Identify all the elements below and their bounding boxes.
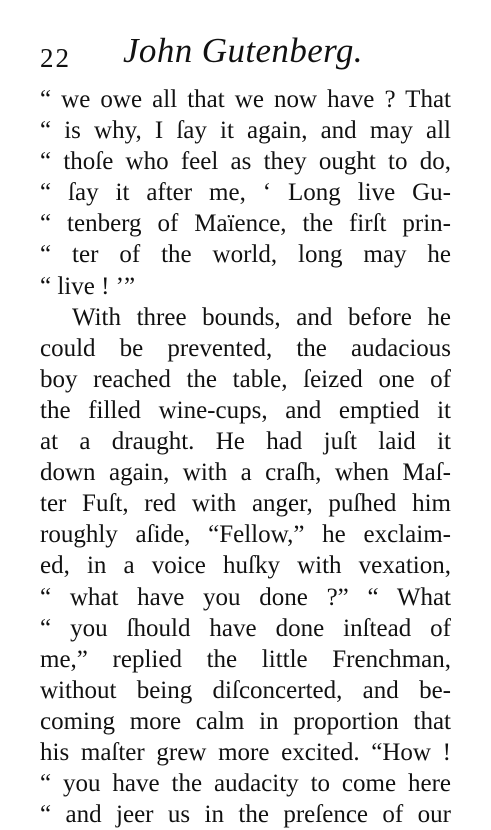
- text-line: “ you ſhould have done inſtead of: [40, 614, 451, 642]
- text-line: “ is why, I ſay it again, and may all: [40, 117, 451, 145]
- text-line: “ live ! ’”: [40, 272, 136, 300]
- text-line: With three bounds, and before he: [72, 303, 451, 331]
- text-line: “ you have the audacity to come here: [40, 770, 451, 798]
- text-line: “ and jeer us in the preſence of our: [40, 801, 451, 829]
- text-line: the filled wine-cups, and emptied it: [40, 396, 451, 424]
- body-text: [40, 84, 451, 830]
- text-line: “ tenberg of Maïence, the firſt prin-: [40, 210, 451, 238]
- text-line: ed, in a voice huſky with vexation,: [40, 552, 451, 580]
- text-line: without being diſconcerted, and be-: [40, 676, 451, 704]
- page-number: 22: [40, 43, 71, 73]
- text-line: “ ſay it after me, ‘ Long live Gu-: [40, 179, 451, 207]
- running-title: John Gutenberg.: [123, 31, 363, 70]
- text-line: could be prevented, the audacious: [40, 334, 451, 362]
- text-line: coming more calm in proportion that: [40, 707, 451, 735]
- text-line: “ we owe all that we now have ? That: [40, 86, 451, 113]
- text-line: at a draught. He had juſt laid it: [40, 428, 451, 456]
- page-header: [40, 27, 460, 83]
- text-line: “ ter of the world, long may he: [40, 241, 451, 269]
- text-line: me,” replied the little Frenchman,: [40, 645, 451, 673]
- text-line: “ thoſe who feel as they ought to do,: [40, 148, 451, 176]
- text-line: down again, with a craſh, when Maſ-: [40, 459, 451, 487]
- text-line: ter Fuſt, red with anger, puſhed him: [40, 490, 451, 518]
- text-line: his maſter grew more excited. “How !: [40, 738, 451, 766]
- text-line: “ what have you done ?” “ What: [40, 583, 451, 611]
- text-line: boy reached the table, ſeized one of: [40, 365, 451, 393]
- text-line: roughly aſide, “Fellow,” he exclaim-: [40, 521, 451, 549]
